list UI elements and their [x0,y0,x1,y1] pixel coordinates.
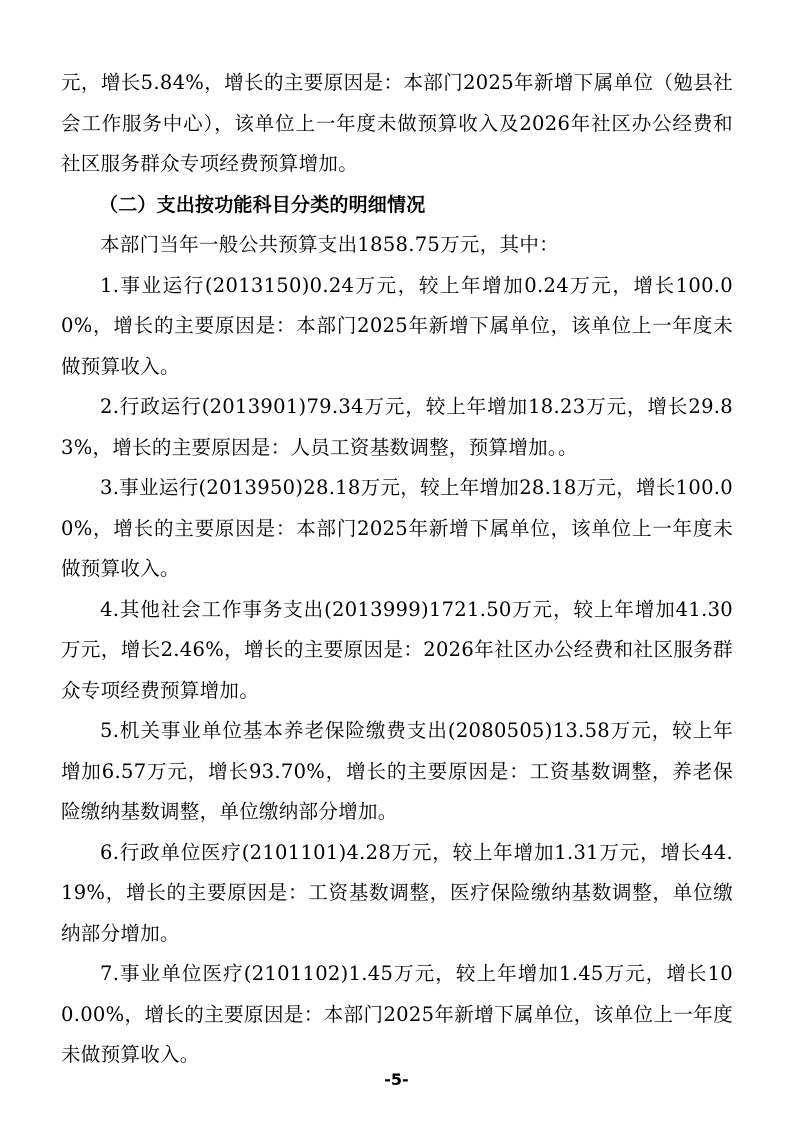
list-item: 7.事业单位医疗(2101102)1.45万元，较上年增加1.45万元，增长100.00%，增长的主要原因是：本部门2025年新增下属单位，该单位上一年度未做预算收入。 [61,962,733,1066]
paragraph-continuation: 元，增长5.84%，增长的主要原因是：本部门2025年新增下属单位（勉县社会工作服务中心），该单位上一年度未做预算收入及2026年社区办公经费和社区服务群众专项经费预算增加。 [61,71,733,175]
list-item: 2.行政运行(2013901)79.34万元，较上年增加18.23万元，增长29.83%，增长的主要原因是：人员工资基数调整，预算增加。。 [61,395,733,459]
page-number: -5- [384,1070,409,1089]
list-item: 3.事业运行(2013950)28.18万元，较上年增加28.18万元，增长100.00%，增长的主要原因是：本部门2025年新增下属单位，该单位上一年度未做预算收入。 [61,476,733,580]
list-item: 5.机关事业单位基本养老保险缴费支出(2080505)13.58万元，较上年增加6.57万元，增长93.70%，增长的主要原因是：工资基数调整，养老保险缴纳基数调整，单位缴纳部分增加。 [61,719,733,823]
list-item: 6.行政单位医疗(2101101)4.28万元，较上年增加1.31万元，增长44.19%，增长的主要原因是：工资基数调整，医疗保险缴纳基数调整，单位缴纳部分增加。 [61,840,733,945]
list-item: 1.事业运行(2013150)0.24万元，较上年增加0.24万元，增长100.00%，增长的主要原因是：本部门2025年新增下属单位，该单位上一年度未做预算收入。 [61,273,733,378]
paragraph-summary: 本部门当年一般公共预算支出1858.75万元，其中： [100,233,559,256]
section-heading: （二）支出按功能科目分类的明细情况 [99,193,426,216]
document-body [61,63,733,1076]
list-item: 4.其他社会工作事务支出(2013999)1721.50万元，较上年增加41.30万元，增长2.46%，增长的主要原因是：2026年社区办公经费和社区服务群众专项经费预算增加。 [61,597,733,702]
